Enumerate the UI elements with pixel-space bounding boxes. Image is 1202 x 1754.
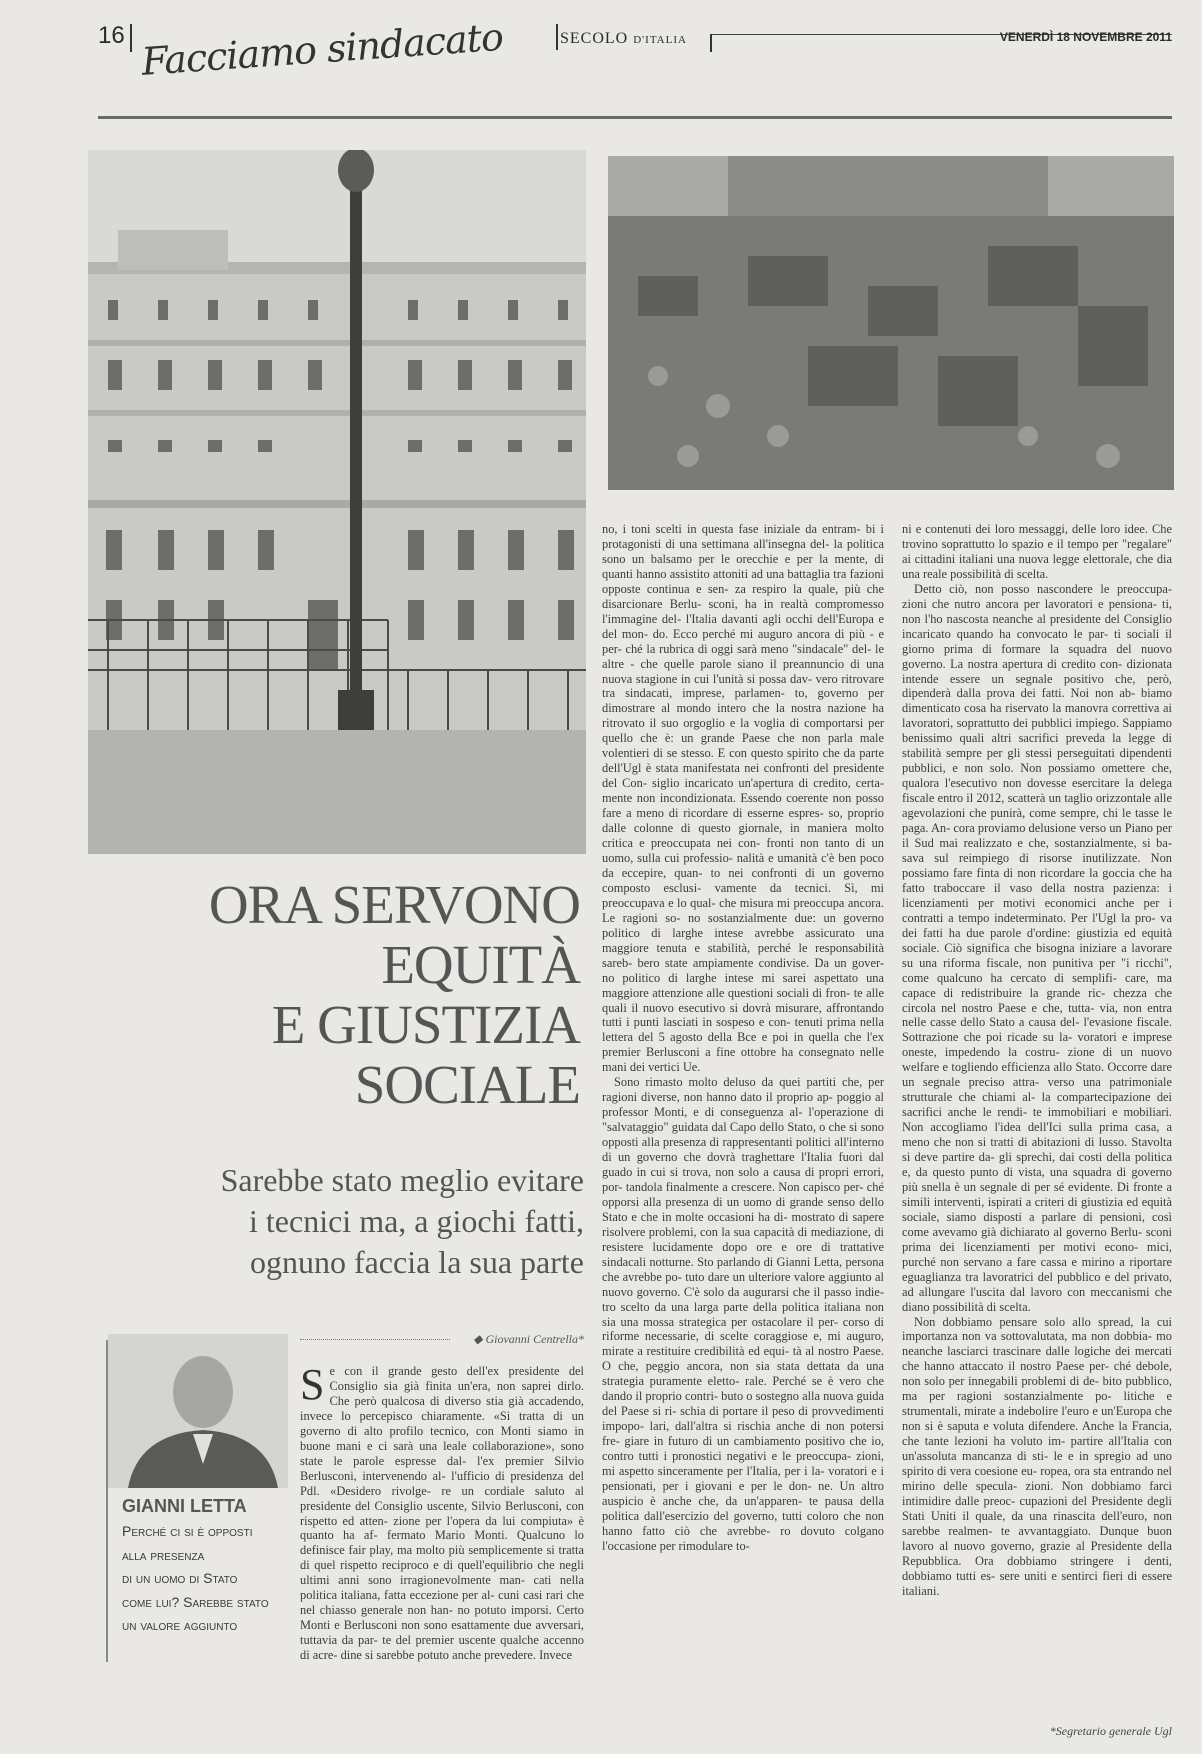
portrait-illustration (108, 1334, 288, 1488)
masthead-divider-right (710, 34, 712, 52)
rally-crowd-photo (608, 156, 1174, 490)
subheadline-line-1: Sarebbe stato meglio evitare (220, 1162, 584, 1198)
paragraph: no, i toni scelti in questa fase iniziale da entram- bi i protagonisti di una settimana all'insegna del- la politica sono un balsamo per le orecchie e per la mente, di quanti hanno assistito attoniti ad una battaglia tra fazioni opposte continua e sen- za respiro la quale, più che disarcionare Berlu- sconi, ha in realtà compromesso l'immagine del- l'Italia davanti agli occhi dell'Europa e del mon- do. Ecco perché mi auguro ancora di più - e per- ché la rubrica di oggi sarà meno "sindacale" del- le altre - che quelle parole siano il preannuncio di una nuova stagione in cui l'unità si possa dav- vero ritrovare tra sindacati, imprese, parlamen- to, governo per dimostrare al mondo intero che la nostra nazione ha ritrovato il suo orgoglio e la voglia di comportarsi per quello che è: un grande Paese che non parla male volentieri di se stesso. E con questo spirito che da parte dell'Ugl è stata manifestata nei confronti del presidente del Con- siglio incaricato un'apertura di credito, certa- mente non incondizionata. Essendo coerente non posso fare a meno di ricordare di esserne espres- so, proprio dalle colonne di questo giornale, in maniera molto critica e preoccupata nei con- fronti non tanto di un uomo, sulla cui professio- nalità e umanità c'è ben poco da eccepire, quan- to nei confronti di un governo composto esclusi- vamente da tecnici. Sì, mi preoccupava e lo qual- che misura mi preoccupa ancora. Le ragioni so- no sostanzialmente due: un governo politico di larghe intese avrebbe assicurato una maggiore tenuta e stabilità, perché le responsabilità sareb- bero state ampiamente condivise. Da un gover- no politico di larghe intese mi sarei aspettato una maggiore attenzione alle questioni sociali di fron- te alle quali il nuovo esecutivo si dovrà misurare, affrontando tutti i punti lasciati in sospeso e con- tenuti prima nella lettera del 5 agosto della Bce e poi in quella che l'ex premier Berlusconi a fine ottobre ha consegnato nelle mani dei vertici Ue. (602, 522, 884, 1075)
author-signature: *Segretario generale Ugl (1049, 1724, 1172, 1738)
paragraph (300, 1364, 584, 1663)
sidebar-name: GIANNI LETTA (122, 1496, 247, 1516)
paragraph-text: e con il grande gesto dell'ex presidente del Consiglio sia già finita un'era, non saprei dirlo. Che però qualcosa di diverso stia già accadendo, invece lo percepisco chiaramente. «Si tratta di un governo di alto profilo tecnico, con Monti siamo in buone mani e ci sarà una leale collaborazione», sono state le parole espresse dal- l'ex premier Silvio Berlusconi, intervenendo al- l'ufficio di presidenza del Pdl. «Desidero rivolge- re un cordiale saluto al presidente del Consiglio uscente, Silvio Berlusconi, con rispetto ed atten- zione per l'opera da lui compiuta» è quanto ha af- fermato Mario Monti. Qualcuno lo definisce fair play, ma molto più semplicemente si tratta di quel rispetto reciproco e di quell'equilibrio che negli ultimi anni sono irragionevolmente man- cati nella politica italiana, fatta eccezione per al- cuni casi rari che nel chiasso generale non han- no potuto imporsi. Certo Monti e Berlusconi non sono esattamente due avversari, tuttavia da par- te del premier uscente qualche accenno di acre- dine si sarebbe potuto anche prevedere. Invece (300, 1364, 584, 1663)
headline-line-2: EQUITÀ (381, 934, 580, 995)
palazzo-chigi-photo (88, 150, 586, 854)
article-column-1 (300, 1364, 584, 1728)
masthead-main: SECOLO (560, 30, 629, 47)
paragraph: Sono rimasto molto deluso da quei partiti che, per ragioni diverse, non hanno dato il proprio ap- poggio al professor Monti, e di conseguenza al- l'operazione di "salvataggio" guidata dal Capo dello Stato, o che si sono opposti alla presenza di rappresentanti politici all'interno di un governo che dovrà traghettare l'Italia fuori dal guado in cui si trova, non solo a causa di propri errori, por- tandola finalmente a crescere. Non capisco per- ché opporsi alla presenza di un uomo di grande senso dello Stato e che in molte occasioni ha di- mostrato di sapere risolvere problemi, con la sua capacità di mediazione, di resistere lucidamente dopo ore e ore di trattative sindacali notturne. Sto parlando di Gianni Letta, persona che avrebbe po- tuto dare un ulteriore valore aggiunto al nuovo governo. C'è solo da augurarsi che il passo indie- tro scelto da una larga parte della politica italiana non sia una mossa strategica per ostacolare il per- corso di riforme necessarie, di scelte coraggiose e, mi auguro, mirate a restituire credibilità ed equi- tà al nostro Paese. O che, peggio ancora, non sia stata dettata da una strategia puramente eletto- rale. Perché se è vero che dando il proprio contri- buto o sostegno alla nuova guida del Paese si ri- schia di portare il peso di provvedimenti impopo- lari, dall'altra si rischia anche di non potersi fre- giare in futuro di un cambiamento positivo che io, contro tutti i pronostici negativi e le preoccupa- zioni, mi aspetto sinceramente per l'Italia, per i la- voratori e i pensionati, per i giovani e per le don- ne. Un altro auspicio è anche che, da un'apparen- te pausa della politica dall'esercizio del governo, tutti coloro che non hanno fatto ciò che avrebbe- ro dovuto colgano l'occasione per rimodulare to- (602, 1075, 884, 1553)
paragraph: Non dobbiamo pensare solo allo spread, la cui importanza non va sottovalutata, ma non dobbia- mo neanche lasciarci trascinare dalle logiche dei mercati che hanno attaccato il nostro Paese per- ché debole, non solo per innegabili problemi di de- bito pubblico, ma per ragioni sostanzialmente po- litiche e strumentali, mirate a indebolire l'euro e un'Europa che non si è saputa e voluta difendere. Anche la Francia, che tante lezioni ha voluto im- partire all'Italia con un'assoluta mancanza di sti- le e in spregio ad uno spirito di vera coesione eu- ropea, ora sta entrando nel mirino delle specula- zioni. Non dobbiamo farci intimidire dalle preoc- cupazioni del Presidente degli Stati Uniti il quale, da una rinascita dell'euro, non sarebbe realmen- te avvantaggiato. Dunque buon lavoro al nuovo governo, grazie al Presidente della Repubblica. Ora dobbiamo stringere i denti, dobbiamo tutti es- sere uniti e sentirci fieri di essere italiani. (902, 1314, 1172, 1598)
headline-line-1: ORA SERVONO (208, 874, 580, 935)
subheadline (110, 1160, 584, 1283)
subheadline-line-3: ognuno faccia la sua parte (249, 1244, 584, 1280)
byline: ◆ Giovanni Centrella* (473, 1332, 584, 1346)
headline-line-3: E GIUSTIZIA (271, 994, 580, 1055)
masthead-divider-left (556, 24, 558, 50)
section-rule (98, 116, 1172, 119)
subheadline-line-2: i tecnici ma, a giochi fatti, (249, 1203, 584, 1239)
dateline: VENERDÌ 18 NOVEMBRE 2011 (999, 30, 1172, 44)
sidebar-quote: Perché ci si è opposti alla presenza di un uomo di Stato come lui? Sarebbe stato un valore aggiunto (122, 1523, 269, 1633)
gianni-letta-photo (108, 1334, 288, 1488)
paragraph: ni e contenuti dei loro messaggi, delle loro idee. Che trovino soprattutto lo spazio e il tempo per "regalare" ai cittadini italiani una nuova legge elettorale, che dia una reale possibilità di scelta. (902, 522, 1172, 581)
headline-line-4: SOCIALE (354, 1054, 580, 1115)
page-number: 16 (98, 22, 125, 49)
article-column-3 (902, 522, 1172, 1740)
masthead-small: D'ITALIA (633, 34, 687, 46)
page-number-divider (130, 24, 132, 52)
author-name: Giovanni Centrella* (485, 1332, 584, 1346)
section-title: Facciamo sindacato (140, 14, 505, 84)
crowd-illustration (608, 156, 1174, 490)
article-column-2 (602, 522, 884, 1724)
headline (90, 875, 580, 1115)
paragraph: Detto ciò, non posso nascondere le preoccupa- zioni che nutro ancora per lavoratori e pensiona- ti, non l'ho nascosta neanche al presidente del Consiglio incaricato quando ha convocato le par- ti sociali il giorno prima di formare la squadra del nuovo governo. La nostra apertura di credito con- dizionata intende essere un segnale positivo che, però, dipenderà dalla prova dei fatti. Noi non ab- biamo dimenticato cosa ha riservato la manovra correttiva ai lavoratori, soprattutto dei pubblici impiego. Sappiamo benissimo quali altri sacrifici preveda la legge di stabilità sempre per gli stessi perseguitati dipendenti pubblici, e non solo. Non possiamo omettere che, qualora l'esecutivo non dovesse esercitare la delega fiscale entro il 2012, scatterà un taglio orizzontale alle agevolazioni che punirà, come sempre, chi le tasse le paga. An- cora proviamo delusione verso un Piano per il Sud mai realizzato e che, sostanzialmente, si ba- sava sul reimpiego di risorse inutilizzate. Non possiamo fare finta di non ricordare la goccia che ha fatto traboccare il vaso della nostra pazienza: i licenziamenti per motivi economici anche per i contratti a tempo indeterminato. Per l'Ugl la pro- va dei fatti ha due parole d'ordine: giustizia ed equità sociale. Ciò significa che bisogna iniziare a lavorare su una riforma fiscale, non punitiva per "i ricchi", come qualcuno ha cercato di semplifi- care, ma capace di redistribuire la grande ric- chezza che circola nel nostro Paese e che, tutta- via, non entra nelle casse dello Stato a causa del- l'evasione fiscale. Sottrazione che poi ricade su la- voratori e imprese oneste, impedendo la costru- zione di un nuovo welfare e togliendo efficienza allo Stato. Occorre dare un segnale preciso attra- verso una patrimoniale strutturale che chiami al- la compartecipazione dei sacrifici anche le rendi- te immobiliari e mobiliari. Non accogliamo l'idea dell'Ici sulla prima casa, a meno che non si tratti di abitazioni di lusso. Stavolta si deve partire da- gli sprechi, dai costi della politica e, da questo punto di vista, una squadra di governo più snella è un segnale di per sé evidente. Di fronte a simili interventi, ispirati a criteri di giustizia ed equità sociale, siamo disposti a parlare di pensioni, così come avevamo già dichiarato al governo Berlu- sconi prima dei licenziamenti per motivi econo- mici, purché non servano a fare cassa e mirino a riportare eguaglianza tra lavoratrici del pubblico e del privato, ad allungare l'uscita dal lavoro con meccanismi che diano possibilità di scelta. (902, 581, 1172, 1314)
drop-cap: S (300, 1364, 325, 1409)
masthead (560, 30, 687, 48)
palazzo-illustration (88, 150, 586, 854)
